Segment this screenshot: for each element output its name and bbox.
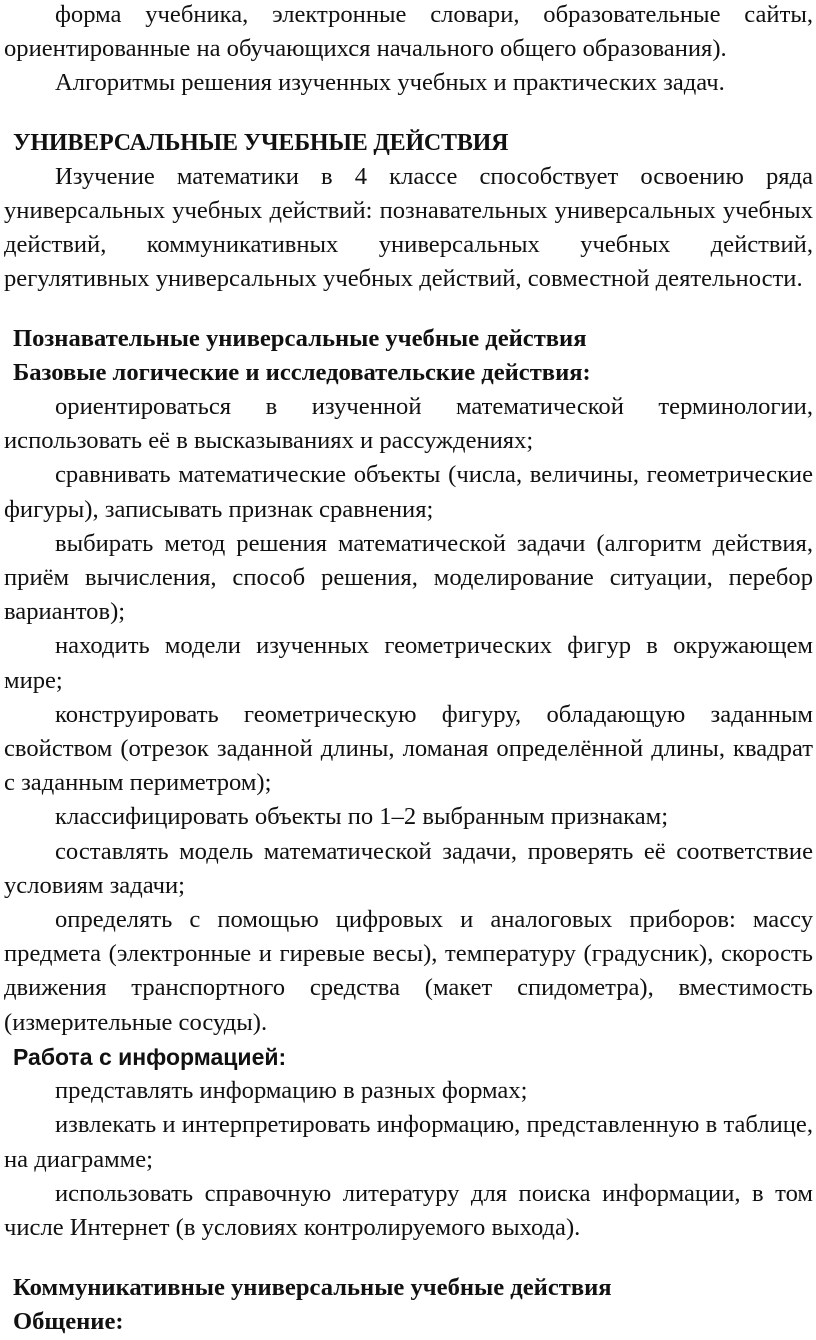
list-item: использовать справочную литературу для поиска информации, в том числе Интернет (в условиях контролируемого выхода). <box>4 1179 813 1241</box>
list-item: сравнивать математические объекты (числа, величины, геометрические фигуры), записывать признак сравнения; <box>4 461 813 523</box>
list-item: составлять модель математической задачи, проверять её соответствие условиям задачи; <box>4 837 813 899</box>
communicative-heading: Коммуникативные универсальные учебные действия <box>13 1274 612 1302</box>
list-item: выбирать метод решения математической задачи (алгоритм действия, приём вычисления, способ решения, моделирование ситуации, перебор вариантов); <box>4 529 813 626</box>
spacer <box>4 101 813 126</box>
list-item: конструировать геометрическую фигуру, обладающую заданным свойством (отрезок заданной длины, ломаная определённой длины, квадрат с заданным периметром); <box>4 700 813 797</box>
uud-heading: УНИВЕРСАЛЬНЫЕ УЧЕБНЫЕ ДЕЙСТВИЯ <box>13 129 509 156</box>
info-list <box>4 1074 813 1245</box>
cognitive-heading: Познавательные универсальные учебные действия <box>13 324 587 352</box>
algorithms-paragraph: Алгоритмы решения изученных учебных и практических задач. <box>55 69 725 97</box>
list-item: определять с помощью цифровых и аналоговых приборов: массу предмета (электронные и гиревые весы), температуру (градусник), скорость движения транспортного средства (макет спидометра), вместимость (измерительные сосуды). <box>4 906 813 1036</box>
list-item: находить модели изученных геометрических фигур в окружающем мире; <box>4 632 813 694</box>
uud-intro-paragraph: Изучение математики в 4 классе способствует освоению ряда универсальных учебных действий: познавательных универсальных учебных действий, коммуникативных универсальных учебных действий, регулятивных универсальных учебных действий, совместной деятельности. <box>4 162 813 293</box>
logic-heading: Базовые логические и исследовательские действия: <box>13 358 591 386</box>
logic-list <box>4 390 813 1040</box>
intro-continuation: форма учебника, электронные словари, образовательные сайты, ориентированные на обучающихся начального общего образования). <box>4 1 813 63</box>
list-item: ориентироваться в изученной математической терминологии, использовать её в высказываниях и рассуждениях; <box>4 393 813 455</box>
spacer <box>4 1245 813 1271</box>
spacer <box>4 297 813 322</box>
list-item: представлять информацию в разных формах; <box>55 1077 528 1105</box>
list-item: извлекать и интерпретировать информацию, представленную в таблице, на диаграмме; <box>4 1111 813 1173</box>
info-heading: Работа с информацией: <box>13 1043 287 1070</box>
list-item: классифицировать объекты по 1–2 выбранным признакам; <box>55 803 669 831</box>
communication-subheading: Общение: <box>13 1308 124 1336</box>
